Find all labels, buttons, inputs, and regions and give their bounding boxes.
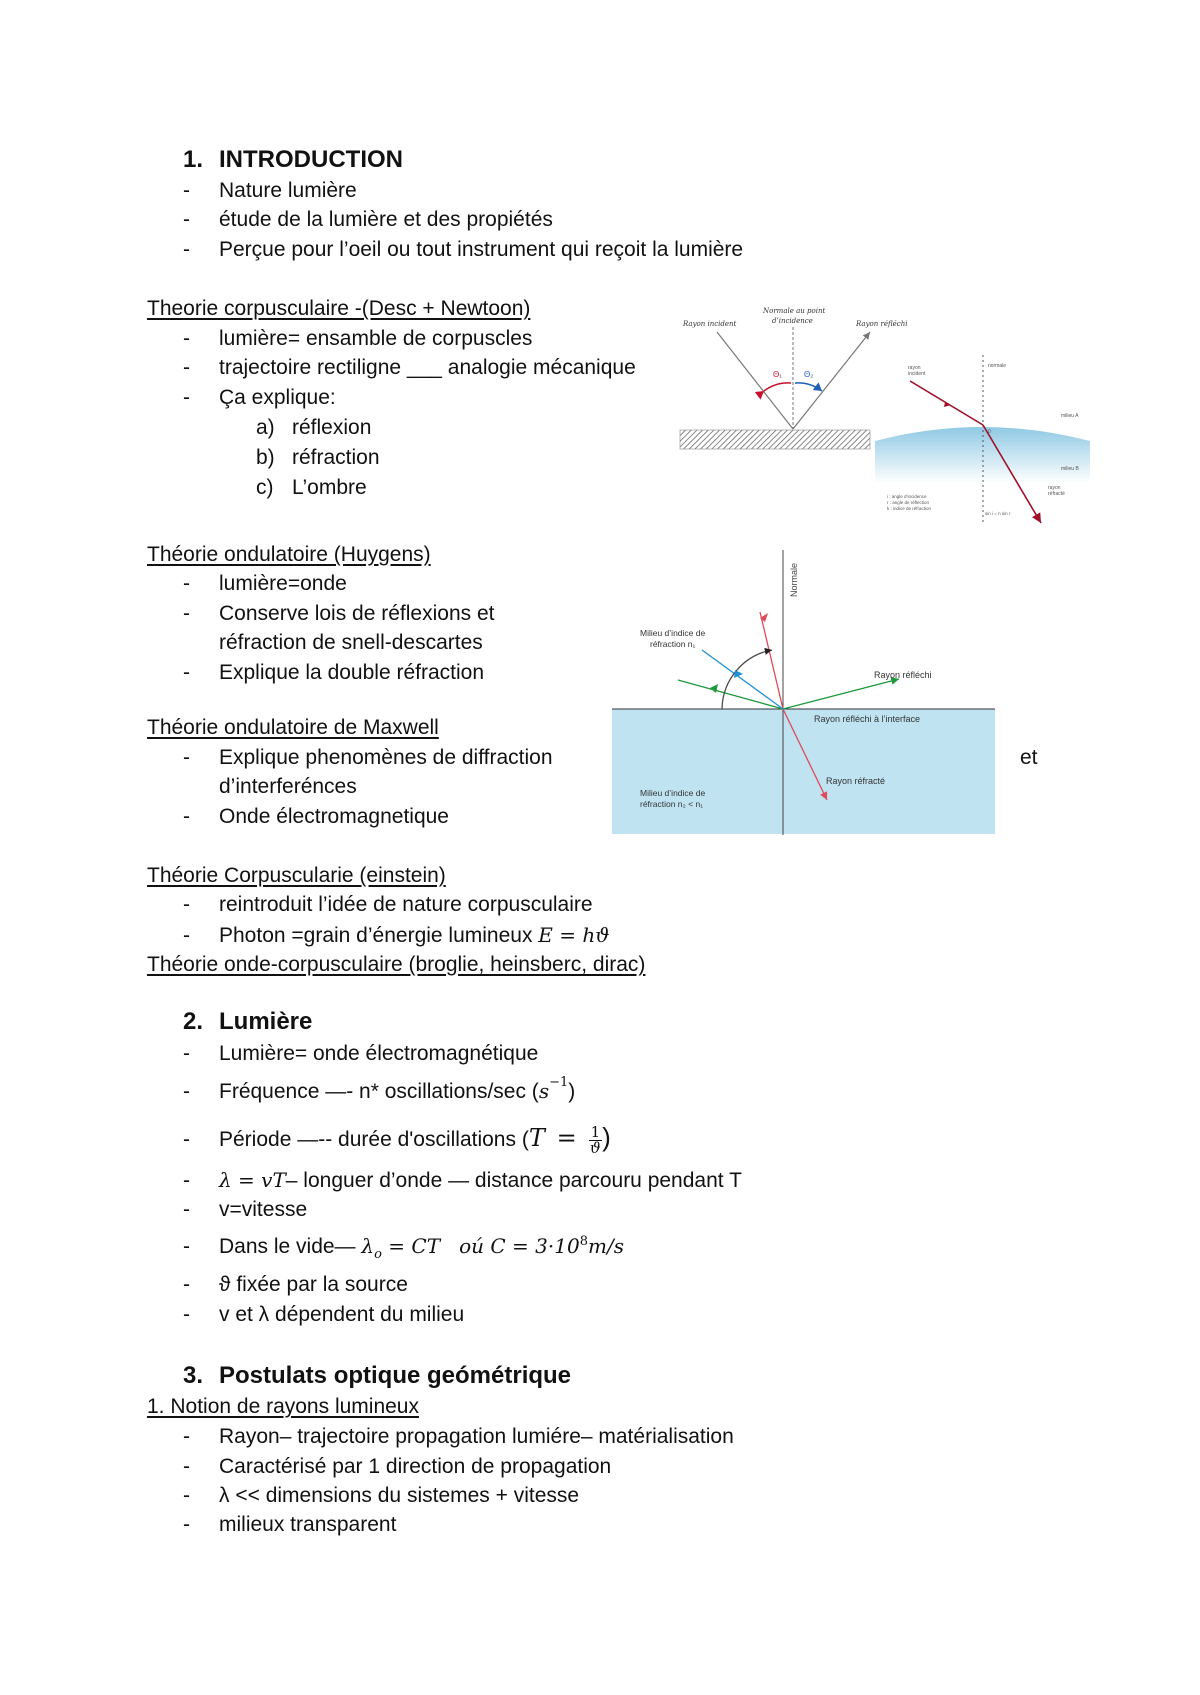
rayon-reflechi-label: Rayon réfléchi <box>874 670 932 680</box>
einstein-heading: Théorie Corpuscularie (einstein) <box>147 864 446 887</box>
sub-list-item: b) réfraction <box>256 446 380 469</box>
rayon-refracte-label-1: rayon <box>1048 485 1061 491</box>
rayon-incident-label-2: incident <box>908 371 926 377</box>
rayon-reflechi-label: Rayon réfléchi <box>856 320 908 328</box>
list-item: - Lumière= onde électromagnétique <box>183 1042 539 1065</box>
milieu-b-label: milieu B <box>1061 466 1079 472</box>
list-item: - lumière=onde <box>183 572 347 595</box>
refraction-diagram-small <box>875 353 1090 528</box>
theta2-label: Θ₂ <box>804 370 814 379</box>
list-item: - Photon =grain d’énergie lumineux E = hϑ <box>183 923 610 947</box>
mirror-surface <box>680 430 870 449</box>
list-item-continuation: d’interferénces <box>219 775 357 798</box>
list-item: - λ << dimensions du sistemes + vitesse <box>183 1484 580 1507</box>
list-item: - lumière= ensamble de corpuscles <box>183 327 533 350</box>
section-2-heading: 2. Lumière <box>183 1008 313 1035</box>
list-item: - Rayon– trajectoire propagation lumiére– matérialisation <box>183 1425 734 1448</box>
list-item: - Ça explique: <box>183 386 336 409</box>
legend-line-1: i : angle d’incidence <box>887 494 927 499</box>
reflection-diagram <box>680 305 908 455</box>
milieu2-label-line1: Milieu d’indice de <box>640 788 706 798</box>
normale-label: Normale <box>789 562 799 597</box>
sub-list-item: c) L’ombre <box>256 476 367 499</box>
incident-ray-green <box>678 680 783 709</box>
list-item: - Période —-- durée d'oscillations (T = $\frac{1}{ϑ}$ ) <box>183 1122 611 1157</box>
list-item-continuation: réfraction de snell-descartes <box>219 631 483 654</box>
section-3-heading: 3. Postulats optique geómétrique <box>183 1362 572 1389</box>
list-item: - Fréquence —- n* oscillations/sec $(s^{-1})$ <box>183 1075 576 1103</box>
sub-list-item: a) réflexion <box>256 416 372 439</box>
list-item: - Onde électromagnetique <box>183 805 449 828</box>
rayon-incident-label: Rayon incident <box>683 320 737 328</box>
water-region <box>612 709 995 834</box>
theta1-label: Θ₁ <box>773 370 782 379</box>
rayon-refracte-label-2: réfracté <box>1048 491 1065 497</box>
list-item: - λ = vT– longuer d’onde — distance parcouru pendant T <box>183 1168 742 1192</box>
list-item: - reintroduit l’idée de nature corpusculaire <box>183 893 593 916</box>
snell-formula: sin i = n sin r <box>985 511 1011 516</box>
section-1-heading: 1. INTRODUCTION <box>183 146 403 173</box>
list-item-tail: et <box>1020 746 1038 769</box>
theta2-arc <box>795 383 822 391</box>
theorie-corpusculaire-heading: Theorie corpusculaire -(Desc + Newtoon) <box>147 297 531 320</box>
list-item: - Perçue pour l’oeil ou tout instrument qui reçoit la lumière <box>183 238 744 261</box>
list-item: - Explique la double réfraction <box>183 661 485 684</box>
list-item: - Explique phenomènes de diffraction <box>183 746 553 769</box>
reflected-ray-green <box>783 679 899 709</box>
rayon-incident-label-1: rayon <box>908 365 921 371</box>
list-item: - Dans le vide— $\lambda_o$ = CT oú $C = 3\cdot 10^8m/s$ <box>183 1234 624 1263</box>
list-item: - ϑ fixée par la source <box>183 1273 408 1296</box>
maxwell-heading: Théorie ondulatoire de Maxwell <box>147 716 439 739</box>
list-item: - Conserve lois de réflexions et <box>183 602 495 625</box>
theta1-arc <box>764 383 791 391</box>
list-item: - v et λ dépendent du milieu <box>183 1303 465 1326</box>
milieu2-label-line2: réfraction n₂ < n₁ <box>640 799 704 809</box>
normale-label-line2: d’incidence <box>772 317 813 325</box>
list-item: - trajectoire rectiligne ___ analogie mécanique <box>183 356 636 379</box>
milieu-a-label: milieu A <box>1061 413 1079 419</box>
legend-line-3: k : indice de réfraction <box>887 506 932 511</box>
incident-ray <box>717 332 793 429</box>
normale-label-line1: Normale au point <box>763 307 826 315</box>
green-arrowhead <box>710 684 718 693</box>
milieu1-label-line1: Milieu d’indice de <box>640 628 706 638</box>
rayon-refracte-label: Rayon réfracté <box>826 776 886 786</box>
angle-arc <box>722 650 772 709</box>
list-item: - étude de la lumière et des propiétés <box>183 208 553 231</box>
section-3-subheading: 1. Notion de rayons lumineux <box>147 1395 419 1418</box>
normale-label: normale <box>988 363 1007 369</box>
list-item: - v=vitesse <box>183 1198 308 1221</box>
point-o-label: 0 <box>988 429 991 435</box>
huygens-heading: Théorie ondulatoire (Huygens) <box>147 543 431 566</box>
list-item: - milieux transparent <box>183 1513 397 1536</box>
milieu1-label-line2: réfraction n₁ <box>650 639 696 649</box>
reflected-ray <box>793 332 870 429</box>
interface-diagram <box>612 550 997 835</box>
list-item: - Nature lumière <box>183 179 357 202</box>
onde-corpusculaire-heading: Théorie onde-corpusculaire (broglie, heinsberc, dirac) <box>147 953 646 976</box>
rayon-reflechi-interface-label: Rayon réfléchi à l’interface <box>814 714 921 724</box>
legend-line-2: r : angle de réflection <box>887 500 930 505</box>
list-item: - Caractérisé par 1 direction de propagation <box>183 1455 612 1478</box>
